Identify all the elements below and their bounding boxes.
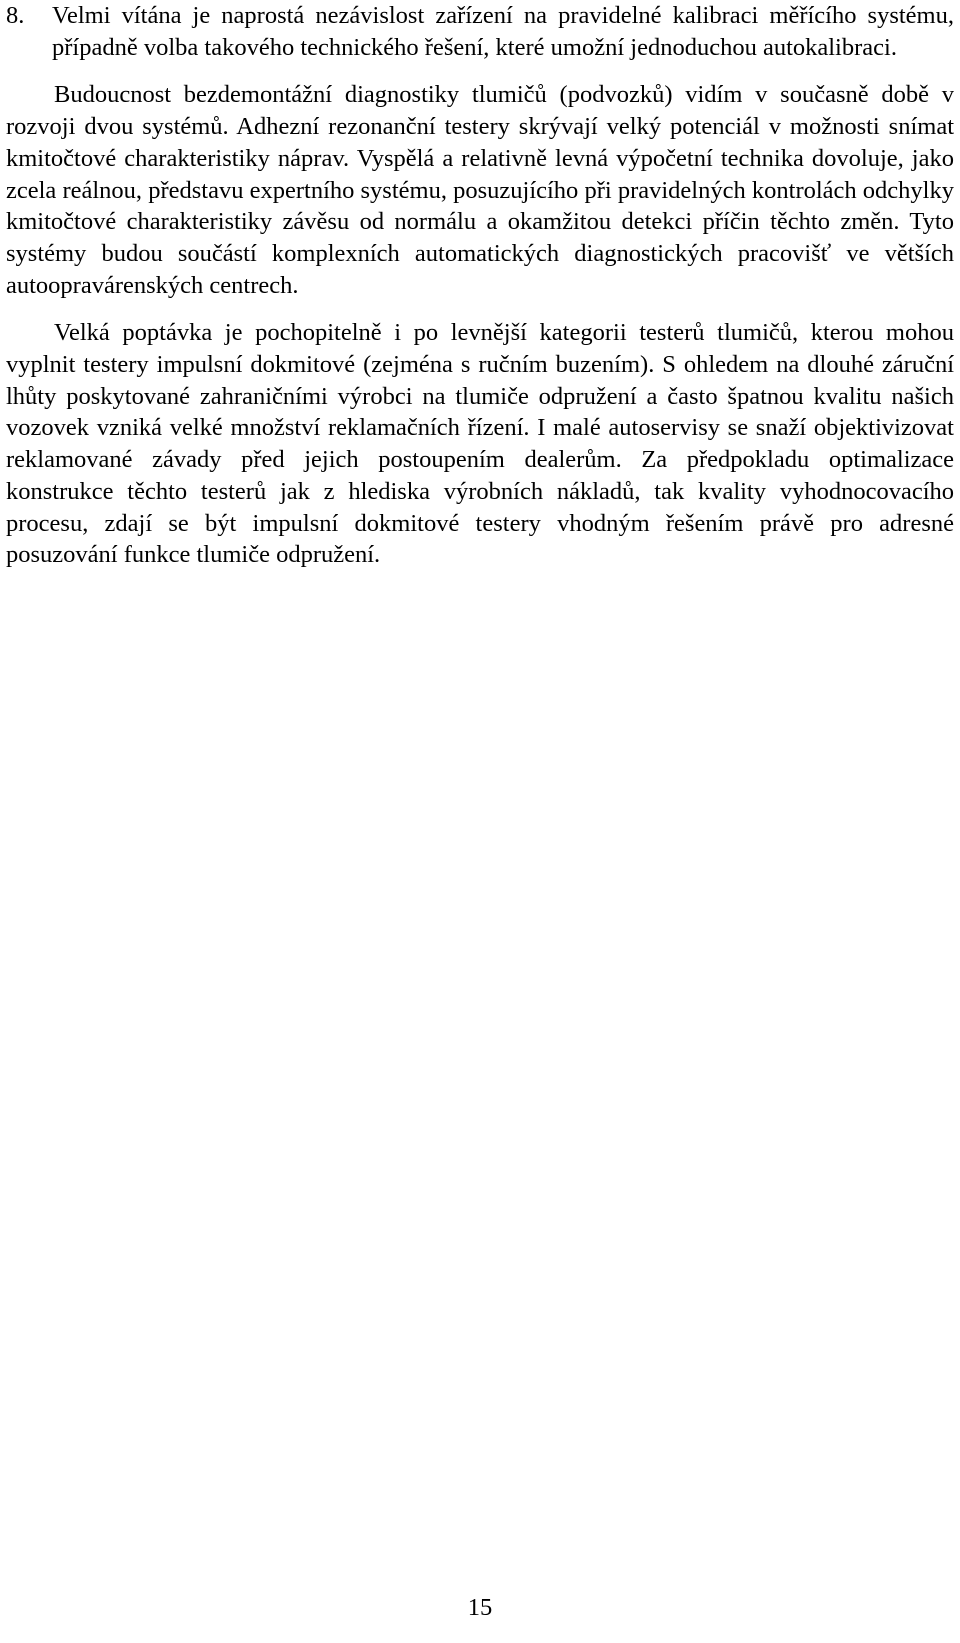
paragraph-tester-demand: Velká poptávka je pochopitelně i po levnější kategorii testerů tlumičů, kterou mohou vyplnit testery impulsní dokmitové (zejména s ručním buzením). S ohledem na dlouhé záruční lhůty poskytované zahraničními výrobci na tlumiče odpružení a často špatnou kvalitu našich vozovek vzniká velké množství reklamačních řízení. I malé autoservisy se snaží objektivizovat reklamované závady před jejich postoupením dealerům. Za předpokladu optimalizace konstrukce těchto testerů jak z hlediska výrobních nákladů, tak kvality vyhodnocovacího procesu, zdají se být impulsní dokmitové testery vhodným řešením právě pro adresné posuzování funkce tlumiče odpružení. xyxy=(6,319,954,569)
list-item-text: Velmi vítána je naprostá nezávislost zařízení na pravidelné kalibraci měřícího systému, případně volba takového technického řešení, které umožní jednoduchou autokalibraci. xyxy=(52,2,954,61)
page-number: 15 xyxy=(467,1594,493,1621)
list-item-8 xyxy=(6,0,954,63)
paragraph-diagnostics-future: Budoucnost bezdemontážní diagnostiky tlumičů (podvozků) vidím v současně době v rozvoji dvou systémů. Adhezní rezonanční testery skrývají velký potenciál v možnosti snímat kmitočtové charakteristiky náprav. Vyspělá a relativně levná výpočetní technika dovoluje, jako zcela reálnou, představu expertního systému, posuzujícího při pravidelných kontrolách odchylky kmitočtové charakteristiky závěsu od normálu a okamžitou detekci příčin těchto změn. Tyto systémy budou součástí komplexních automatických diagnostických pracovišť ve větších autoopravárenských centrech. xyxy=(6,81,954,299)
page-body xyxy=(6,0,954,571)
list-item-number: 8. xyxy=(6,2,25,29)
